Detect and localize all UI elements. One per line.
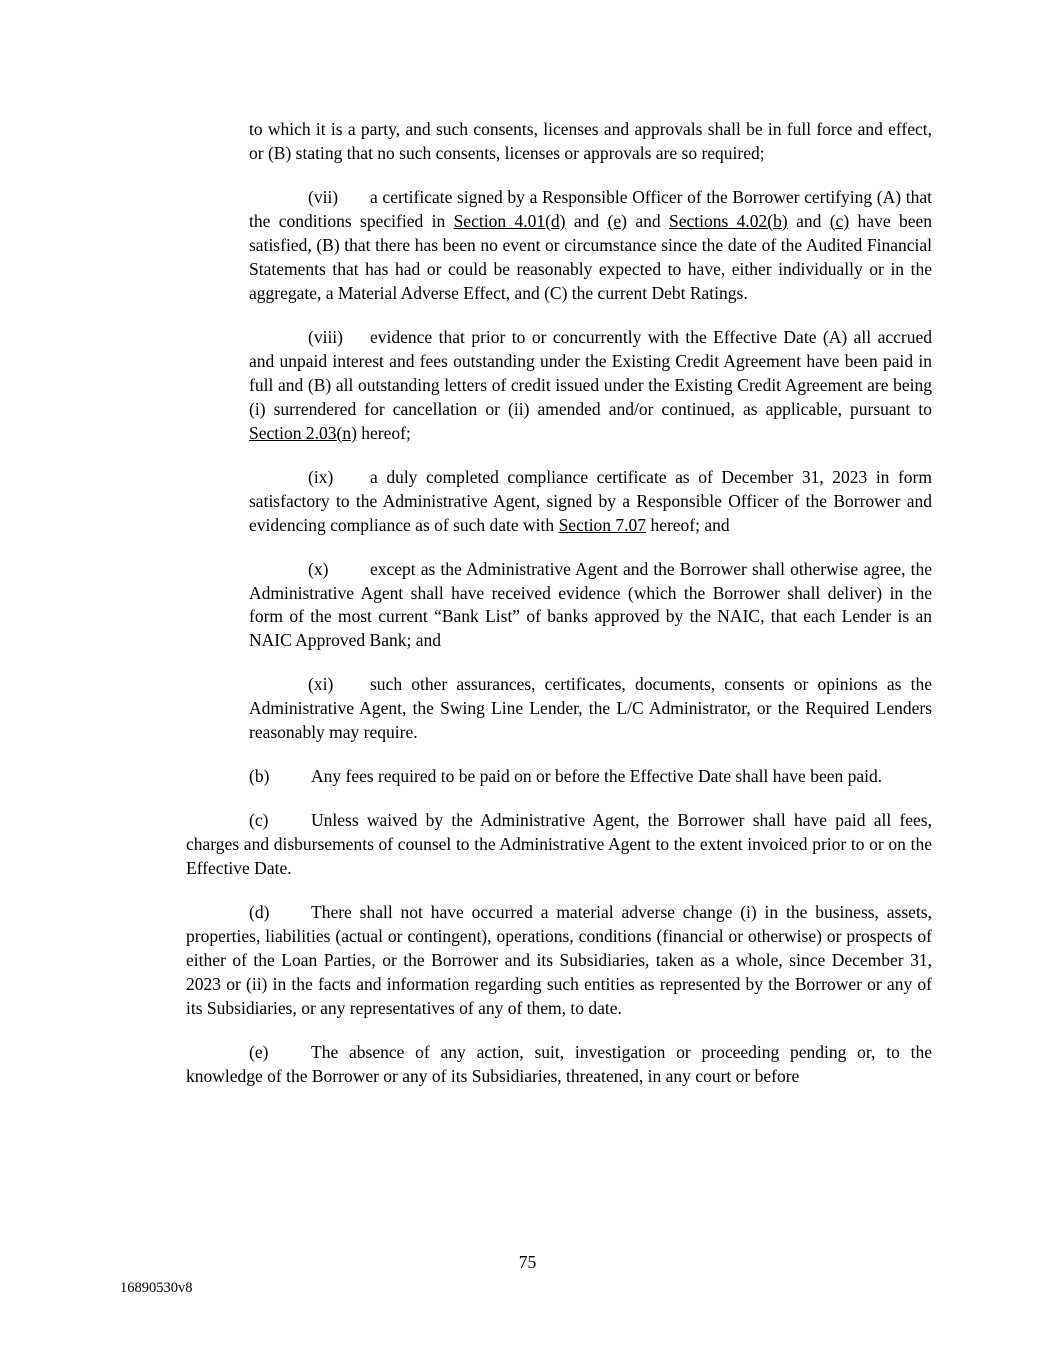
list-marker: (b): [249, 766, 270, 787]
paragraph: [249, 466, 932, 538]
text-run: a duly completed compliance certificate as of December 31, 2023 in form satisfactory to the Administrative Agent, signed by a Responsible Officer of the Borrower and evidencing compliance as of such date with: [249, 466, 932, 535]
text-run: to which it is a party, and such consents, licenses and approvals shall be in full force and effect, or (B) stating that no such consents, licenses or approvals are so required;: [249, 119, 932, 163]
text-run: hereof;: [356, 422, 411, 443]
text-run: except as the Administrative Agent and the Borrower shall otherwise agree, the Administrative Agent shall have received evidence (which the Borrower shall deliver) in the form of the most current “Bank List” of banks approved by the NAIC, that each Lender is an NAIC Approved Bank; and: [249, 558, 932, 651]
text-run: evidence that prior to or concurrently with the Effective Date (A) all accrued and unpaid interest and fees outstanding under the Existing Credit Agreement have been paid in full and (B) all outstanding letters of credit issued under the Existing Credit Agreement are being (i) surrendered for cancellation or (ii) amended and/or continued, as applicable, pursuant to: [249, 326, 932, 419]
section-reference: Section 7.07: [558, 514, 647, 535]
list-marker: (x): [308, 558, 329, 579]
paragraph: [186, 1041, 932, 1089]
paragraph: [249, 186, 932, 306]
list-marker: (xi): [308, 674, 334, 695]
text-run: have been satisfied, (B) that there has been no event or circumstance since the date of the Audited Financial Statements that has had or could be reasonably expected to have, either individually or in the aggregate, a Material Adverse Effect, and (C) the current Debt Ratings.: [249, 210, 932, 303]
paragraph: [249, 118, 932, 166]
section-reference: (e): [607, 210, 627, 231]
text-run: a certificate signed by a Responsible Officer of the Borrower certifying (A) that the conditions specified in: [249, 186, 932, 231]
text-run: Any fees required to be paid on or before the Effective Date shall have been paid.: [311, 766, 883, 787]
section-reference: Section 2.03(n): [249, 422, 357, 443]
paragraph: [186, 765, 932, 789]
text-run: such other assurances, certificates, documents, consents or opinions as the Administrative Agent, the Swing Line Lender, the L/C Administrator, or the Required Lenders reasonably may require.: [249, 674, 932, 743]
text-run: There shall not have occurred a material adverse change (i) in the business, assets, properties, liabilities (actual or contingent), operations, conditions (financial or otherwise) or prospects of either of the Loan Parties, or the Borrower and its Subsidiaries, taken as a whole, since December 31, 2023 or (ii) in the facts and information regarding such entities as represented by the Borrower or any of its Subsidiaries, or any representatives of any of them, to date.: [186, 902, 932, 1019]
paragraph: [249, 326, 932, 446]
list-marker: (c): [249, 810, 269, 831]
section-reference: (c): [829, 210, 850, 231]
section-reference: Section 4.01(d): [453, 210, 566, 231]
text-run: and: [787, 210, 830, 231]
text-run: hereof; and: [646, 514, 730, 535]
document-control-number: 16890530v8: [120, 1280, 193, 1296]
paragraph: [249, 558, 932, 654]
list-marker: (viii): [308, 326, 343, 347]
paragraph: [186, 901, 932, 1021]
list-marker: (d): [249, 902, 270, 923]
text-run: Unless waived by the Administrative Agent, the Borrower shall have paid all fees, charges and disbursements of counsel to the Administrative Agent to the extent invoiced prior to or on the Effective Date.: [186, 810, 932, 879]
paragraph: [186, 809, 932, 881]
document-body: [186, 118, 932, 1109]
paragraph: [249, 673, 932, 745]
list-marker: (vii): [308, 186, 339, 207]
page-number: 75: [518, 1252, 537, 1272]
list-marker: (ix): [308, 466, 334, 487]
section-reference: Sections 4.02(b): [668, 210, 788, 231]
text-run: The absence of any action, suit, investigation or proceeding pending or, to the knowledge of the Borrower or any of its Subsidiaries, threatened, in any court or before: [186, 1042, 932, 1086]
text-run: and: [626, 210, 669, 231]
list-marker: (e): [249, 1042, 269, 1063]
text-run: and: [565, 210, 608, 231]
